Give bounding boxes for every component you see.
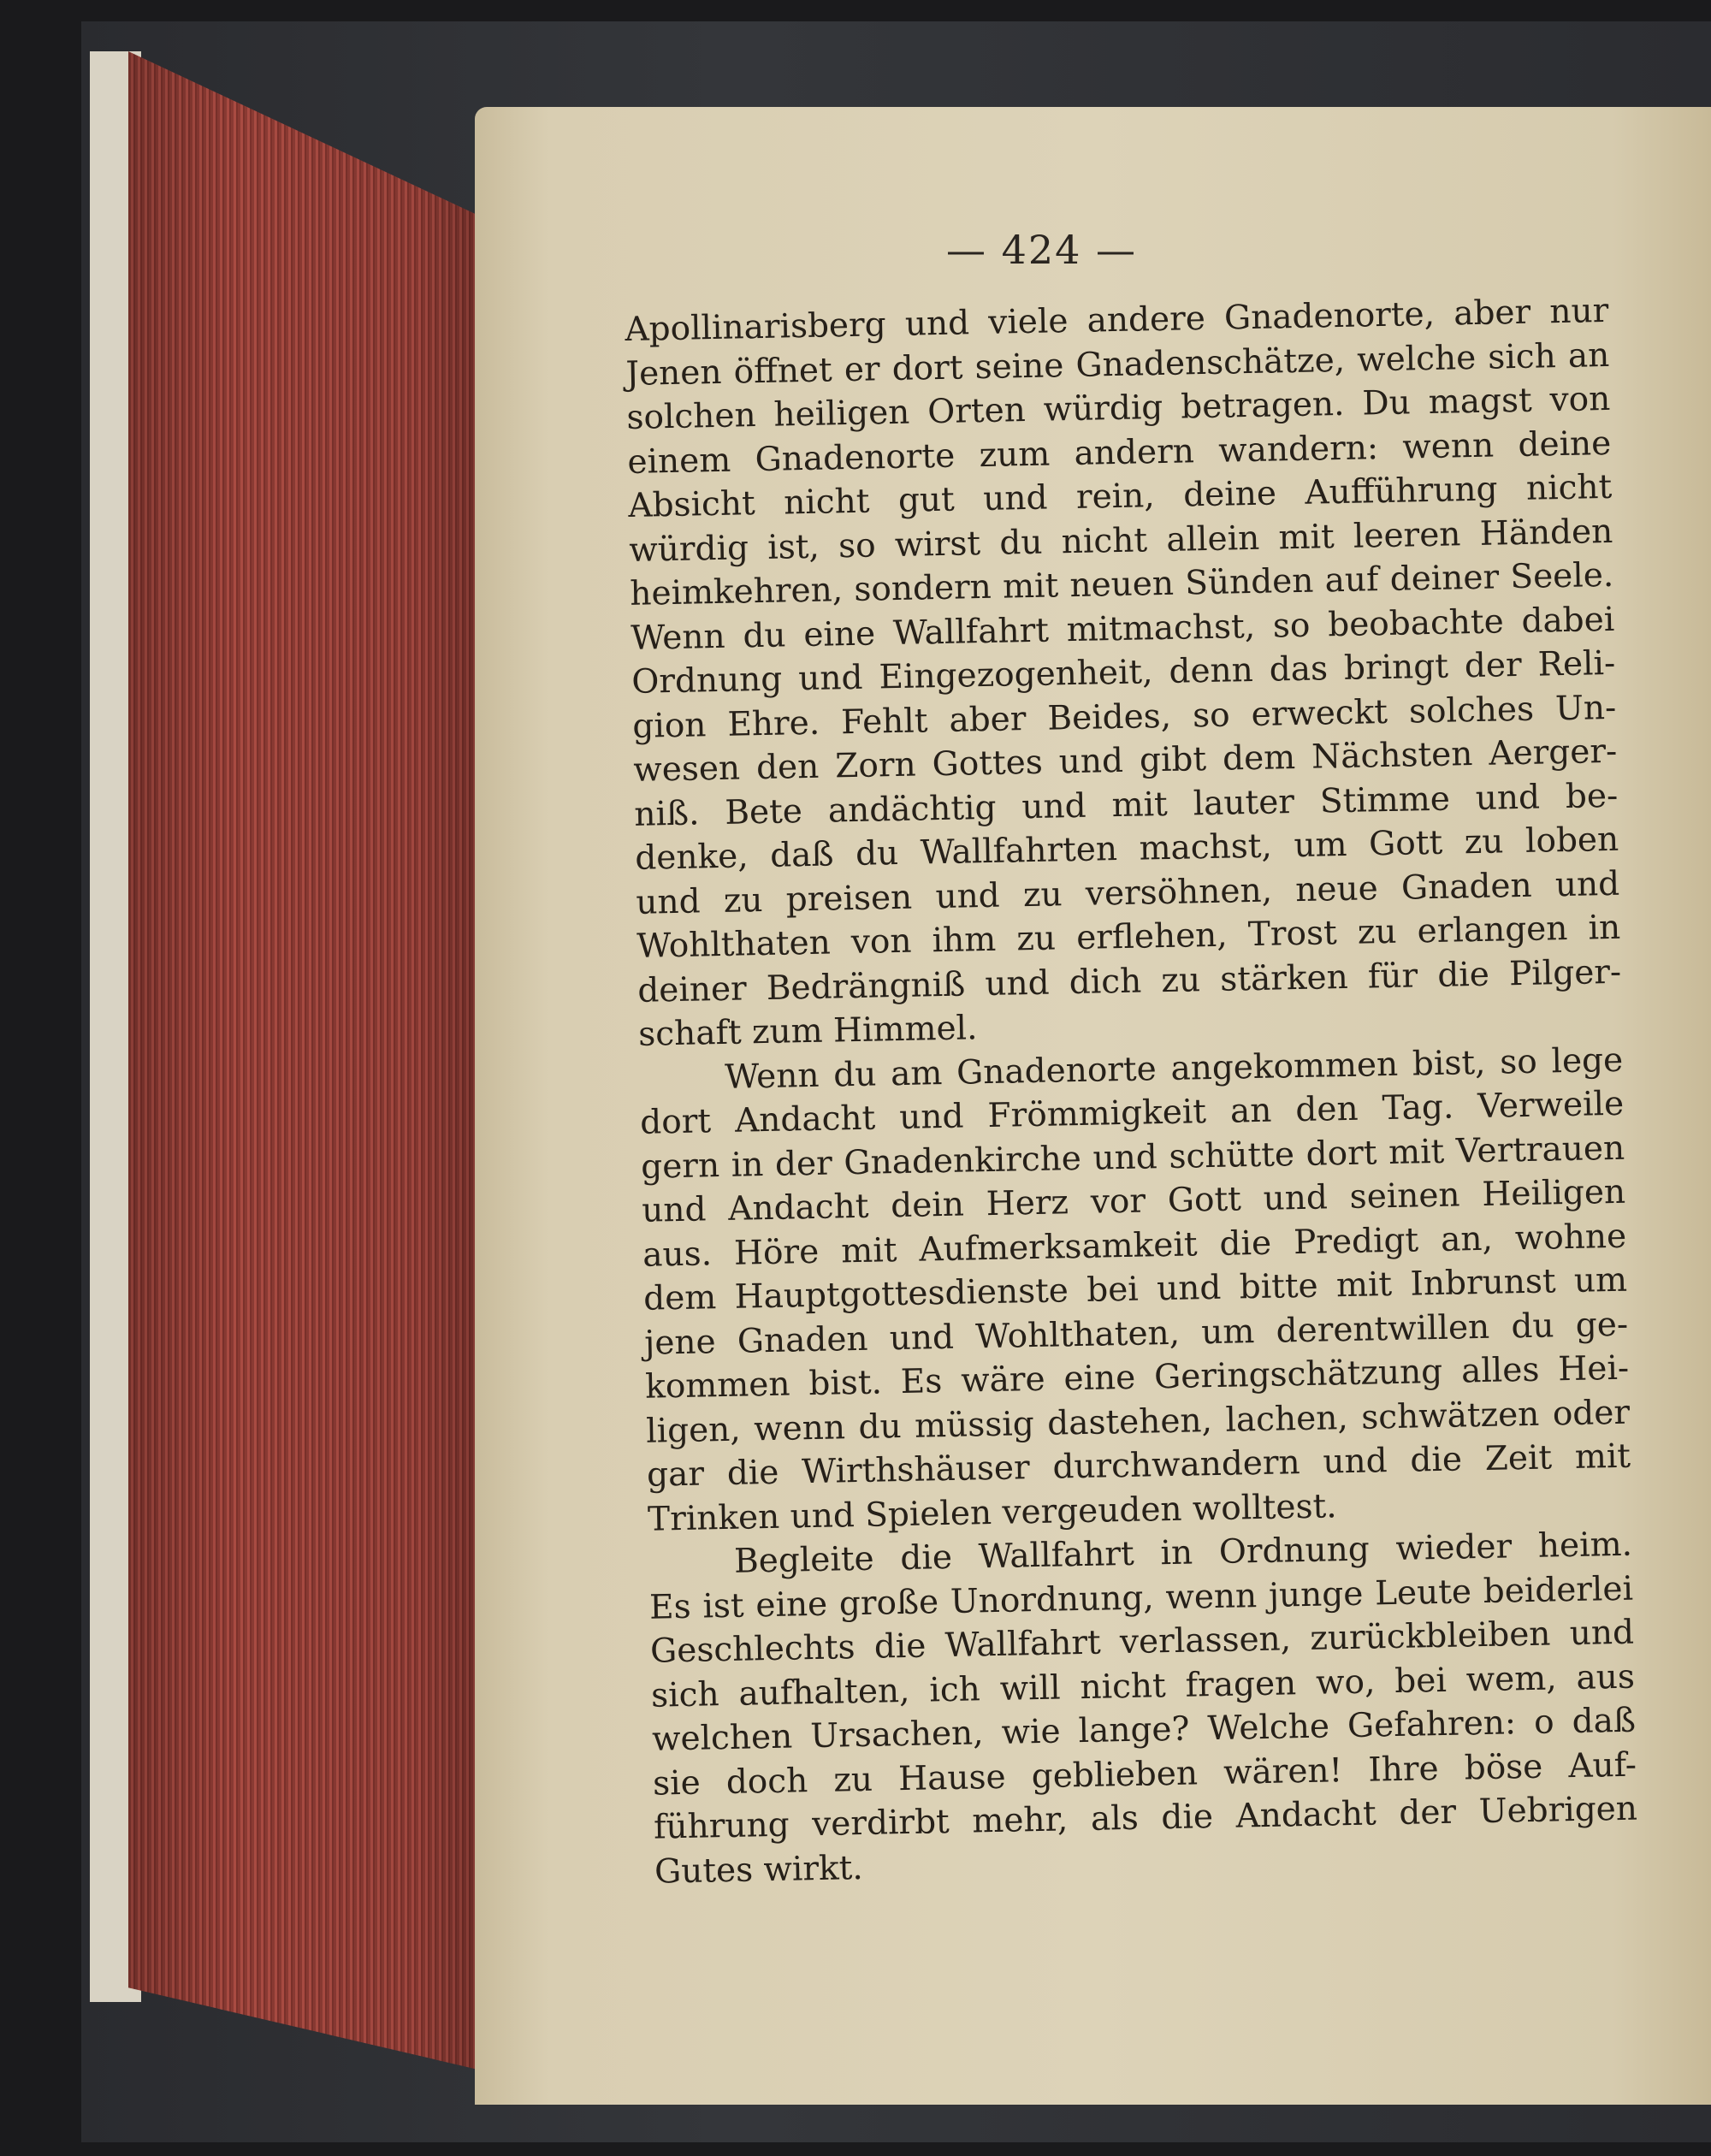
text-line: Trinken und Spielen vergeuden wolltest. bbox=[647, 1486, 1337, 1539]
text-line: deiner Bedrängniß und dich zu stärken für die Pilger- bbox=[636, 952, 1622, 1010]
text-line: niß. Bete andächtig und mit lauter Stimme und be- bbox=[633, 776, 1619, 834]
text-line: dort Andacht und Frömmigkeit an den Tag. Verweile bbox=[639, 1084, 1625, 1142]
text-line: Gutes wirkt. bbox=[654, 1848, 864, 1892]
text-line: aus. Höre mit Aufmerksamkeit die Predigt an, wohne bbox=[642, 1217, 1627, 1275]
text-line: Absicht nicht gut und rein, deine Aufführung nicht bbox=[628, 467, 1613, 525]
page-number: — 424 — bbox=[945, 227, 1138, 273]
text-line: denke, daß du Wallfahrten machst, um Gott zu loben bbox=[634, 820, 1619, 878]
text-line: jene Gnaden und Wohlthaten, um derentwillen du ge- bbox=[643, 1305, 1629, 1363]
text-line: und Andacht dein Herz vor Gott und seinen Heiligen bbox=[641, 1172, 1626, 1230]
text-line: Wenn du eine Wallfahrt mitmachst, so beobachte dabei bbox=[630, 600, 1615, 658]
text-line: solchen heiligen Orten würdig betragen. Du magst von bbox=[626, 379, 1611, 437]
text-line: welchen Ursachen, wie lange? Welche Gefahren: o daß bbox=[651, 1701, 1637, 1759]
text-line: Wohlthaten von ihm zu erflehen, Trost zu erlangen in bbox=[636, 908, 1621, 966]
text-line: gion Ehre. Fehlt aber Beides, so erweckt solches Un- bbox=[631, 688, 1617, 746]
text-line: gern in der Gnadenkirche und schütte dort mit Vertrauen bbox=[640, 1128, 1625, 1187]
page-body bbox=[625, 289, 1638, 1894]
text-line: sich aufhalten, ich will nicht fragen wo, bei wem, aus bbox=[650, 1657, 1636, 1715]
text-line: wesen den Zorn Gottes und gibt dem Nächsten Aerger- bbox=[632, 732, 1618, 790]
text-line: dem Hauptgottesdienste bei und bitte mit Inbrunst um bbox=[642, 1260, 1628, 1318]
text-line: kommen bist. Es wäre eine Geringschätzung alles Hei- bbox=[644, 1348, 1630, 1407]
text-line: Jenen öffnet er dort seine Gnadenschätze, welche sich an bbox=[625, 335, 1610, 394]
text-line: sie doch zu Hause geblieben wären! Ihre böse Auf- bbox=[652, 1745, 1637, 1804]
text-line: Geschlechts die Wallfahrt verlassen, zurückbleiben und bbox=[649, 1613, 1635, 1671]
text-line: führung verdirbt mehr, als die Andacht der Uebrigen bbox=[653, 1789, 1638, 1847]
text-line: Apollinarisberg und viele andere Gnadenorte, aber nur bbox=[625, 291, 1609, 349]
text-line: heimkehren, sondern mit neuen Sünden auf deiner Seele. bbox=[629, 555, 1614, 613]
text-line: Es ist eine große Unordnung, wenn junge Leute beiderlei bbox=[648, 1569, 1634, 1627]
page-edges-shading bbox=[128, 51, 488, 2156]
text-line: schaft zum Himmel. bbox=[637, 1009, 978, 1054]
text-line: Wenn du am Gnadenorte angekommen bist, so lege bbox=[724, 1040, 1624, 1097]
text-line: gar die Wirthshäuser durchwandern und die Zeit mit bbox=[646, 1436, 1631, 1495]
book-page bbox=[475, 107, 1711, 2105]
text-line: Begleite die Wallfahrt in Ordnung wieder heim. bbox=[733, 1525, 1633, 1581]
text-line: und zu preisen und zu versöhnen, neue Gnaden und bbox=[635, 864, 1620, 922]
text-line: Ordnung und Eingezogenheit, denn das bringt der Reli- bbox=[631, 643, 1616, 702]
text-line: einem Gnadenorte zum andern wandern: wenn deine bbox=[627, 424, 1612, 482]
text-line: würdig ist, so wirst du nicht allein mit leeren Händen bbox=[629, 512, 1613, 570]
text-line: ligen, wenn du müssig dastehen, lachen, schwätzen oder bbox=[645, 1393, 1631, 1451]
